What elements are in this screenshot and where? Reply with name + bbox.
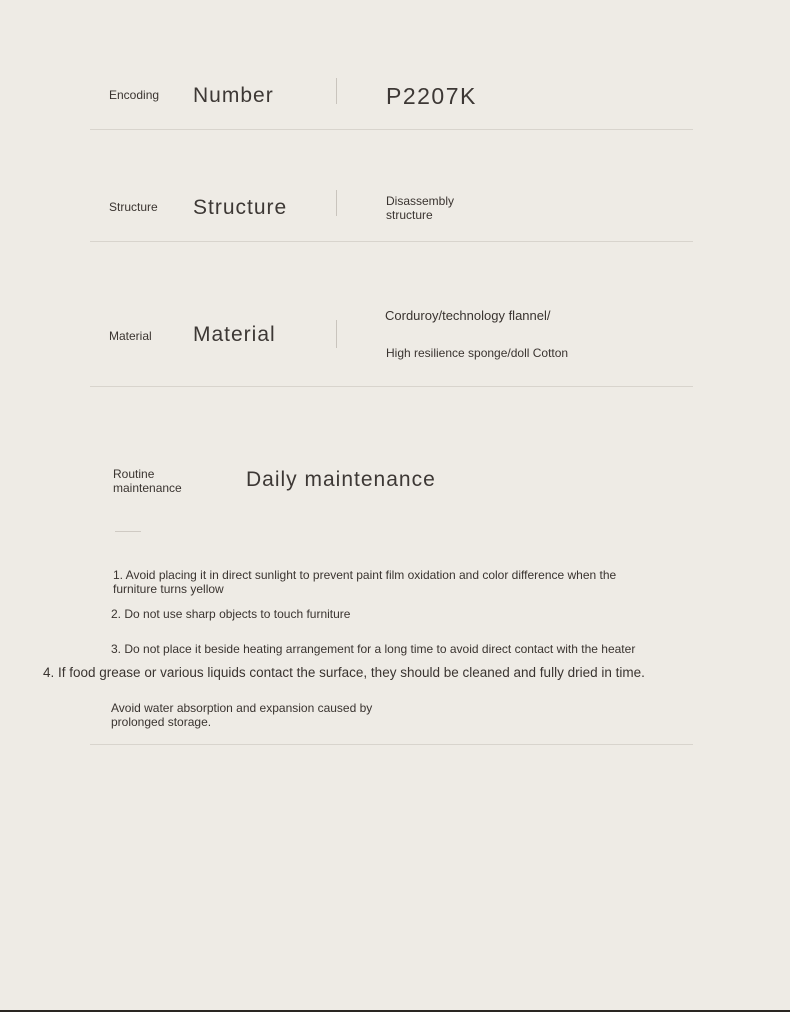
row-material-divider bbox=[336, 320, 337, 348]
row-material-title: Material bbox=[193, 323, 276, 346]
row-encoding-separator bbox=[90, 129, 693, 130]
row-structure-value-line1: Disassembly bbox=[386, 194, 455, 208]
maintenance-item-1-line1: 1. Avoid placing it in direct sunlight to prevent paint film oxidation and color difference when the bbox=[113, 568, 617, 582]
maintenance-small-label-line2: maintenance bbox=[113, 481, 182, 495]
maintenance-item-2: 2. Do not use sharp objects to touch furniture bbox=[111, 607, 351, 621]
maintenance-small-label-line1: Routine bbox=[113, 467, 155, 481]
row-structure-small-label: Structure bbox=[109, 200, 158, 214]
maintenance-item-1-line2: furniture turns yellow bbox=[113, 582, 224, 596]
maintenance-item-5-line2: prolonged storage. bbox=[111, 715, 212, 729]
maintenance-dash-divider bbox=[115, 531, 141, 532]
row-encoding-title: Number bbox=[193, 84, 274, 107]
row-material-small-label: Material bbox=[109, 329, 152, 343]
row-structure-value-line2: structure bbox=[386, 208, 433, 222]
maintenance-title: Daily maintenance bbox=[246, 468, 436, 491]
row-material-value-line1: Corduroy/technology flannel/ bbox=[385, 308, 551, 323]
maintenance-item-5-line1: Avoid water absorption and expansion caused by bbox=[111, 701, 373, 715]
row-structure-title: Structure bbox=[193, 196, 288, 219]
maintenance-item-4: 4. If food grease or various liquids contact the surface, they should be cleaned and fully dried in time. bbox=[43, 665, 645, 680]
row-structure-separator bbox=[90, 241, 693, 242]
row-material-value-line2: High resilience sponge/doll Cotton bbox=[386, 346, 569, 360]
row-structure-divider bbox=[336, 190, 337, 216]
row-encoding-divider bbox=[336, 78, 337, 104]
row-encoding-value: P2207K bbox=[386, 83, 477, 109]
row-material-separator bbox=[90, 386, 693, 387]
maintenance-separator bbox=[90, 744, 693, 745]
row-encoding-small-label: Encoding bbox=[109, 88, 160, 102]
maintenance-item-3: 3. Do not place it beside heating arrangement for a long time to avoid direct contact with the heater bbox=[111, 642, 636, 656]
